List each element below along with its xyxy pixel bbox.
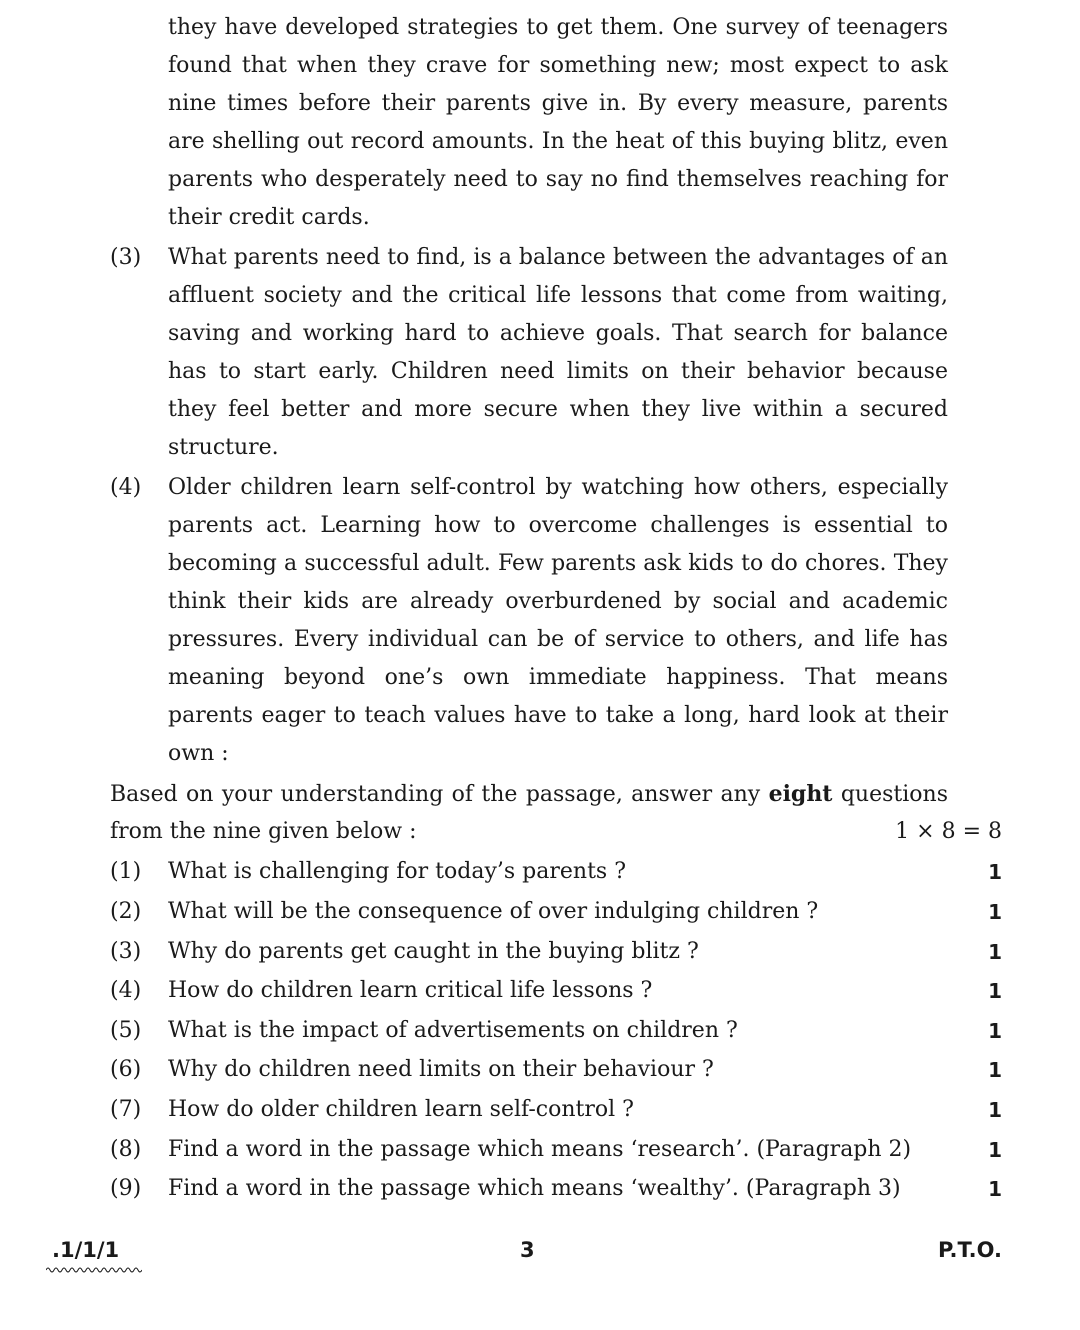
para3-line: has to start early. Children need limits on their behavior because [168, 359, 948, 384]
para4-line: meaning beyond one’s own immediate happiness. That means [168, 665, 948, 690]
instructions-line-1 [110, 775, 948, 814]
question-text: Why do children need limits on their behaviour ? [168, 1057, 714, 1082]
instructions-text: questions [832, 782, 948, 807]
question-text: What is challenging for today’s parents ? [168, 859, 626, 884]
question-mark: 1 [988, 1019, 1002, 1043]
para3-line: structure. [168, 435, 279, 460]
question-item [110, 1051, 1002, 1089]
paragraph-number: (4) [110, 475, 142, 500]
question-text: What will be the consequence of over indulging children ? [168, 899, 819, 924]
para4-line: parents eager to teach values have to take a long, hard look at their [168, 703, 948, 728]
paragraph-number: (3) [110, 245, 142, 270]
question-mark: 1 [988, 900, 1002, 924]
question-number: (1) [110, 859, 142, 884]
question-number: (6) [110, 1057, 142, 1082]
para2-line: parents who desperately need to say no find themselves reaching for [168, 167, 948, 192]
question-item [110, 1170, 1002, 1208]
para2-line: nine times before their parents give in. By every measure, parents [168, 91, 948, 116]
question-number: (4) [110, 978, 142, 1003]
question-mark: 1 [988, 940, 1002, 964]
question-mark: 1 [988, 1177, 1002, 1201]
question-mark: 1 [988, 979, 1002, 1003]
question-text: What is the impact of advertisements on children ? [168, 1018, 738, 1043]
question-text: Find a word in the passage which means ‘wealthy’. (Paragraph 3) [168, 1176, 901, 1201]
question-mark: 1 [988, 1098, 1002, 1122]
question-number: (9) [110, 1176, 142, 1201]
para4-line: think their kids are already overburdened by social and academic [168, 589, 948, 614]
para2-line: their credit cards. [168, 205, 370, 230]
para4-line: own : [168, 741, 229, 766]
instructions-text: Based on your understanding of the passage, answer any [110, 782, 769, 807]
question-item [110, 933, 1002, 971]
question-number: (7) [110, 1097, 142, 1122]
question-mark: 1 [988, 860, 1002, 884]
question-item [110, 1091, 1002, 1129]
question-item [110, 853, 1002, 891]
para3-line: affluent society and the critical life lessons that come from waiting, [168, 283, 948, 308]
question-paper-code: .1/1/1 [52, 1238, 120, 1262]
question-text: Why do parents get caught in the buying blitz ? [168, 939, 699, 964]
question-item [110, 893, 1002, 931]
question-text: Find a word in the passage which means ‘research’. (Paragraph 2) [168, 1137, 912, 1162]
question-mark: 1 [988, 1138, 1002, 1162]
wavy-underline-icon [46, 1266, 142, 1274]
para3-line: they feel better and more secure when they live within a secured [168, 397, 948, 422]
para4-line: pressures. Every individual can be of service to others, and life has [168, 627, 948, 652]
para4-line: becoming a successful adult. Few parents ask kids to do chores. They [168, 551, 948, 576]
question-text: How do older children learn self-control ? [168, 1097, 634, 1122]
question-item [110, 1012, 1002, 1050]
para4-line: Older children learn self-control by watching how others, especially [168, 475, 948, 500]
question-number: (2) [110, 899, 142, 924]
question-number: (8) [110, 1137, 142, 1162]
question-mark: 1 [988, 1058, 1002, 1082]
question-number: (5) [110, 1018, 142, 1043]
para2-line: found that when they crave for something new; most expect to ask [168, 53, 948, 78]
instructions-line-2: from the nine given below : [110, 819, 417, 844]
question-text: How do children learn critical life lessons ? [168, 978, 653, 1003]
total-marks: 1 × 8 = 8 [895, 819, 1002, 844]
para4-line: parents act. Learning how to overcome challenges is essential to [168, 513, 948, 538]
page-number: 3 [520, 1238, 535, 1262]
question-item [110, 1131, 1002, 1169]
para3-line: What parents need to find, is a balance between the advantages of an [168, 245, 948, 270]
question-number: (3) [110, 939, 142, 964]
question-item [110, 972, 1002, 1010]
instructions-emphasis: eight [768, 781, 833, 807]
para3-line: saving and working hard to achieve goals. That search for balance [168, 321, 948, 346]
please-turn-over: P.T.O. [938, 1238, 1002, 1262]
para2-line: are shelling out record amounts. In the heat of this buying blitz, even [168, 129, 948, 154]
para2-line: they have developed strategies to get them. One survey of teenagers [168, 15, 948, 40]
